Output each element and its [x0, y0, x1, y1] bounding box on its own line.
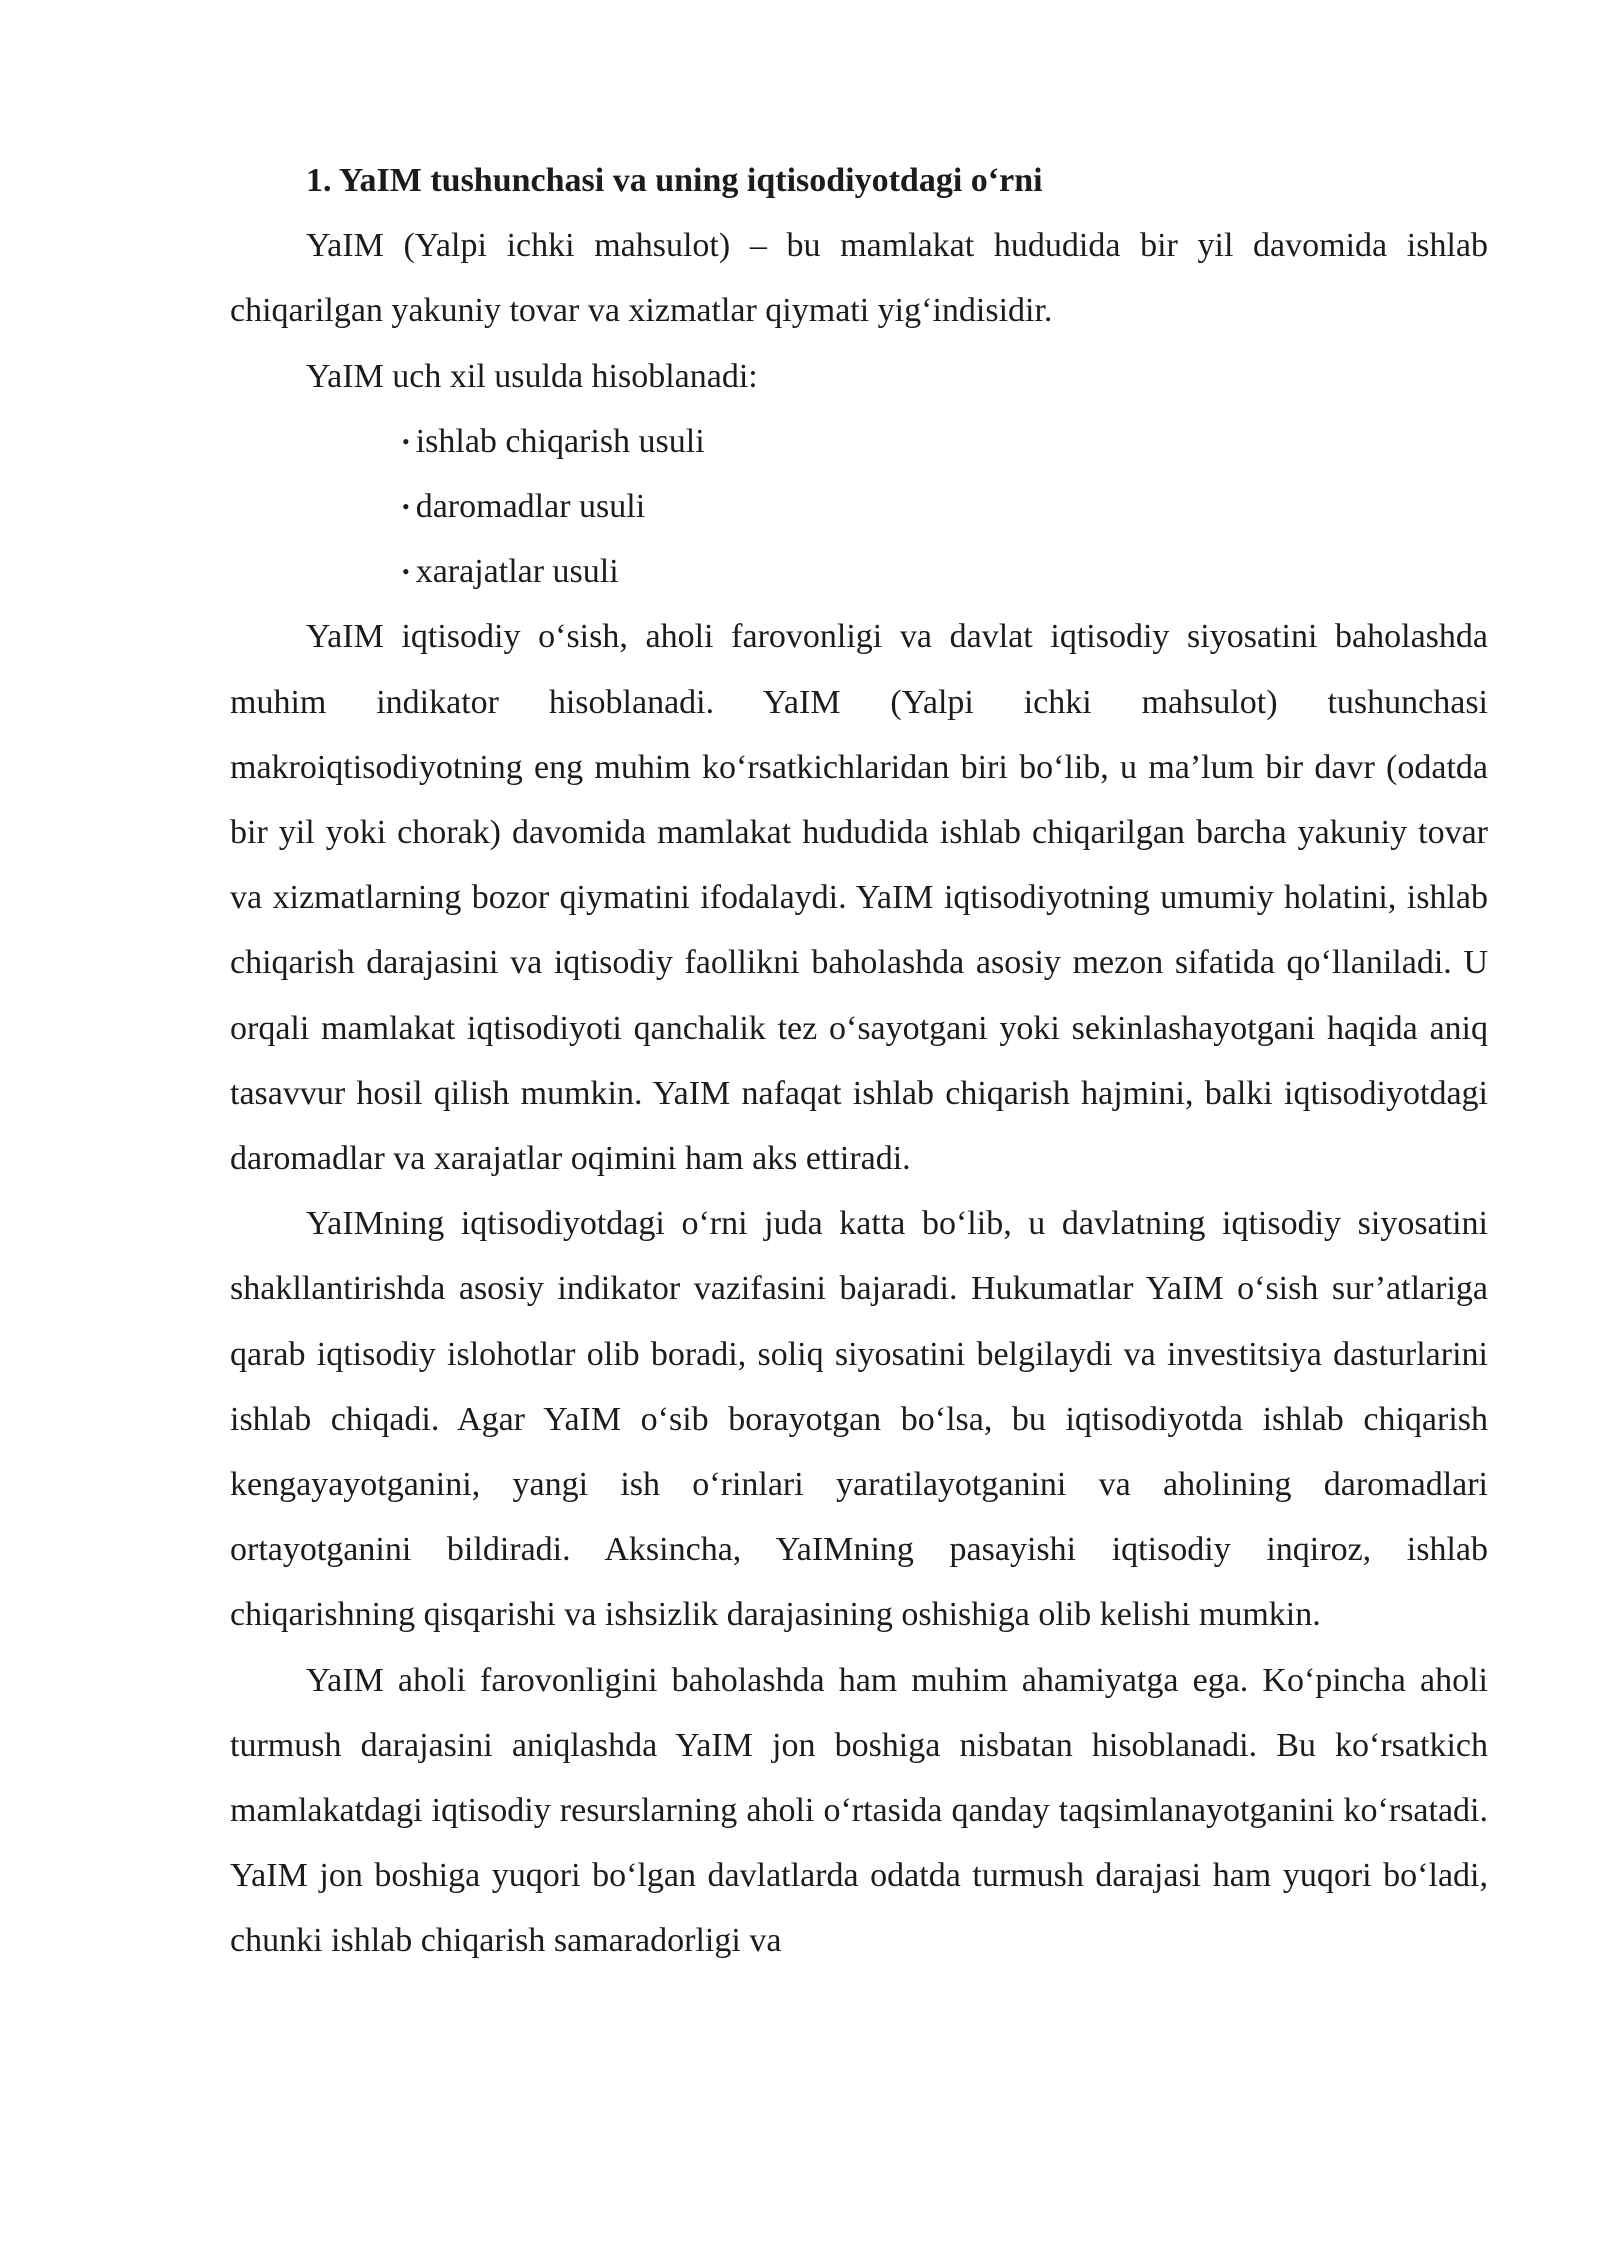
methods-list [230, 409, 1488, 605]
list-item [402, 474, 1488, 539]
list-item [402, 539, 1488, 604]
section-heading: 1. YaIM tushunchasi va uning iqtisodiyotdagi o‘rni [306, 162, 1043, 199]
body-paragraph: YaIM iqtisodiy o‘sish, aholi farovonligi va davlat iqtisodiy siyosatini baholashda muhim indikator hisoblanadi. YaIM (Yalpi ichki mahsulot) tushunchasi makroiqtisodiyotning eng muhim ko‘rsatkichlaridan biri bo‘lib, u ma’lum bir davr (odatda bir yil yoki chorak) davomida mamlakat hududida ishlab chiqarilgan barcha yakuniy tovar va xizmatlarning bozor qiymatini ifodalaydi. YaIM iqtisodiyotning umumiy holatini, ishlab chiqarish darajasini va iqtisodiy faollikni baholashda asosiy mezon sifatida qo‘llaniladi. U orqali mamlakat iqtisodiyoti qanchalik tez o‘sayotgani yoki sekinlashayotgani haqida aniq tasavvur hosil qilish mumkin. YaIM nafaqat ishlab chiqarish hajmini, balki iqtisodiyotdagi daromadlar va xarajatlar oqimini ham aks ettiradi. [230, 618, 1488, 1178]
bullet-icon: • [402, 559, 410, 585]
list-item [402, 409, 1488, 474]
body-paragraph: YaIMning iqtisodiyotdagi o‘rni juda katta bo‘lib, u davlatning iqtisodiy siyosatini shakllantirishda asosiy indikator vazifasini bajaradi. Hukumatlar YaIM o‘sish sur’atlariga qarab iqtisodiy islohotlar olib boradi, soliq siyosatini belgilaydi va investitsiya dasturlarini ishlab chiqadi. Agar YaIM o‘sib borayotgan bo‘lsa, bu iqtisodiyotda ishlab chiqarish kengayayotganini, yangi ish o‘rinlari yaratilayotganini va aholining daromadlari ortayotganini bildiradi. Aksincha, YaIMning pasayishi iqtisodiy inqiroz, ishlab chiqarishning qisqarishi va ishsizlik darajasining oshishiga olib kelishi mumkin. [230, 1205, 1488, 1634]
methods-intro-paragraph: YaIM uch xil usulda hisoblanadi: [306, 357, 758, 395]
definition-paragraph: YaIM (Yalpi ichki mahsulot) – bu mamlakat hududida bir yil davomida ishlab chiqarilgan yakuniy tovar va xizmatlar qiymati yig‘indisidir. [230, 227, 1488, 330]
bullet-icon: • [402, 428, 410, 454]
list-item-text: ishlab chiqarish usuli [415, 422, 705, 460]
bullet-icon: • [402, 494, 410, 520]
list-item-text: xarajatlar usuli [415, 553, 619, 591]
body-paragraph: YaIM aholi farovonligini baholashda ham muhim ahamiyatga ega. Ko‘pincha aholi turmush darajasini aniqlashda YaIM jon boshiga nisbatan hisoblanadi. Bu ko‘rsatkich mamlakatdagi iqtisodiy resurslarning aholi o‘rtasida qanday taqsimlanayotganini ko‘rsatadi. YaIM jon boshiga yuqori bo‘lgan davlatlarda odatda turmush darajasi ham yuqori bo‘ladi, chunki ishlab chiqarish samaradorligi va [230, 1661, 1488, 1960]
document-body [230, 148, 1488, 1974]
list-item-text: daromadlar usuli [415, 488, 646, 526]
